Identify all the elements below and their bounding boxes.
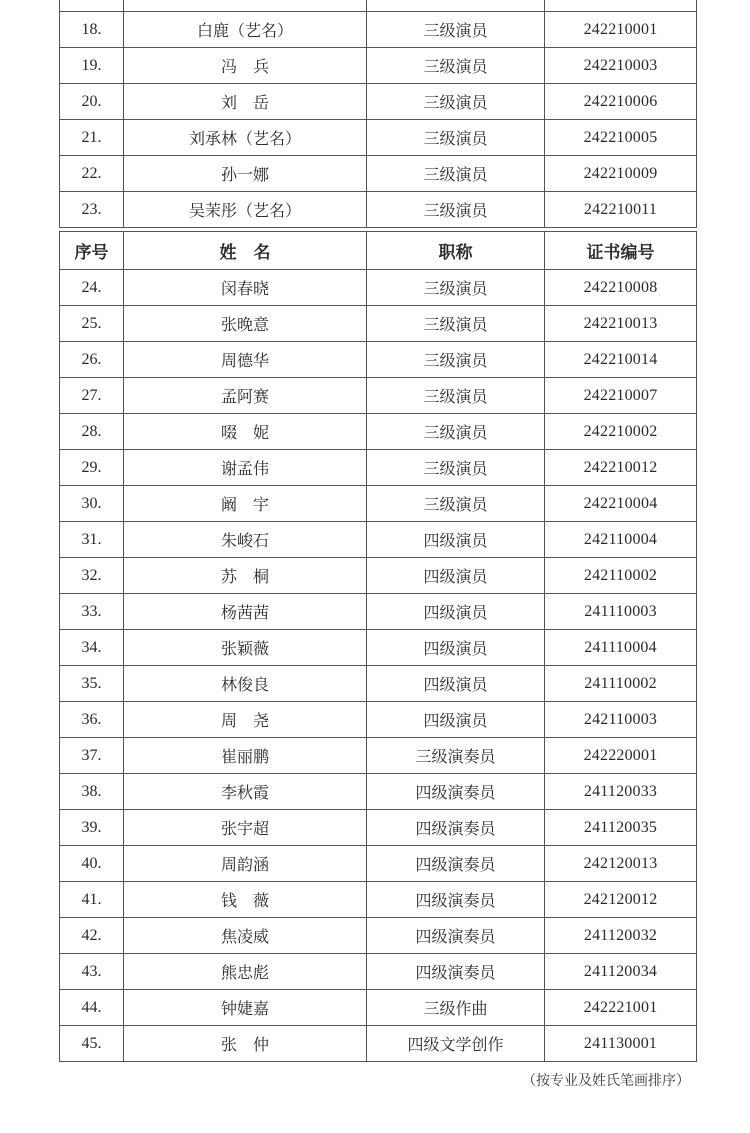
row-cert: 242210008 — [545, 270, 697, 306]
row-seq: 32. — [60, 558, 124, 594]
row-name: 刘承林（艺名） — [124, 120, 367, 156]
table-row — [60, 1026, 697, 1062]
row-title: 四级演员 — [367, 630, 545, 666]
table-row — [60, 558, 697, 594]
row-cert: 242221001 — [545, 990, 697, 1026]
row-title: 三级演员 — [367, 84, 545, 120]
row-seq: 33. — [60, 594, 124, 630]
row-name: 林俊良 — [124, 666, 367, 702]
row-cert: 241130001 — [545, 1026, 697, 1062]
header-row — [60, 232, 697, 270]
row-cert: 241120032 — [545, 918, 697, 954]
row-seq: 39. — [60, 810, 124, 846]
table-row — [60, 414, 697, 450]
row-title: 三级演员 — [367, 120, 545, 156]
row-seq: 36. — [60, 702, 124, 738]
row-title: 三级演员 — [367, 156, 545, 192]
row-title: 三级作曲 — [367, 990, 545, 1026]
table-row — [60, 594, 697, 630]
row-name: 啜 妮 — [124, 414, 367, 450]
row-seq: 23. — [60, 192, 124, 228]
row-seq: 45. — [60, 1026, 124, 1062]
row-name: 阚 宇 — [124, 486, 367, 522]
row-name: 吴茉彤（艺名） — [124, 192, 367, 228]
row-seq: 37. — [60, 738, 124, 774]
row-name: 孙一娜 — [124, 156, 367, 192]
row-title: 三级演员 — [367, 342, 545, 378]
roster-table-continued-body — [60, 0, 697, 228]
row-cert: 242110003 — [545, 702, 697, 738]
row-name: 张宇超 — [124, 810, 367, 846]
row-title: 四级演奏员 — [367, 918, 545, 954]
row-title: 三级演员 — [367, 270, 545, 306]
row-title: 三级演员 — [367, 306, 545, 342]
row-cert: 241110004 — [545, 630, 697, 666]
table-row — [60, 702, 697, 738]
row-cert: 241120035 — [545, 810, 697, 846]
row-name: 周 尧 — [124, 702, 367, 738]
row-name: 张颖薇 — [124, 630, 367, 666]
header-name: 姓 名 — [124, 232, 367, 270]
row-cut-title — [367, 0, 545, 12]
row-title: 三级演员 — [367, 414, 545, 450]
row-name: 周德华 — [124, 342, 367, 378]
row-name: 刘 岳 — [124, 84, 367, 120]
row-name: 钱 薇 — [124, 882, 367, 918]
table-row — [60, 522, 697, 558]
row-cert: 242210011 — [545, 192, 697, 228]
row-cert: 241120034 — [545, 954, 697, 990]
roster-table — [59, 231, 697, 1062]
row-seq: 31. — [60, 522, 124, 558]
row-title: 四级演员 — [367, 594, 545, 630]
row-cert: 241110002 — [545, 666, 697, 702]
table-row — [60, 156, 697, 192]
row-seq: 29. — [60, 450, 124, 486]
row-title: 三级演员 — [367, 450, 545, 486]
row-name: 苏 桐 — [124, 558, 367, 594]
row-cert: 242210001 — [545, 12, 697, 48]
row-seq: 44. — [60, 990, 124, 1026]
header-cert: 证书编号 — [545, 232, 697, 270]
row-cert: 242210009 — [545, 156, 697, 192]
row-name: 崔丽鹏 — [124, 738, 367, 774]
table-row — [60, 774, 697, 810]
row-name: 孟阿赛 — [124, 378, 367, 414]
row-name: 白鹿（艺名） — [124, 12, 367, 48]
roster-table-body — [60, 270, 697, 1062]
row-name: 杨茜茜 — [124, 594, 367, 630]
header-title: 职称 — [367, 232, 545, 270]
sort-note: （按专业及姓氏笔画排序） — [522, 1073, 690, 1089]
row-seq: 30. — [60, 486, 124, 522]
row-title: 四级演奏员 — [367, 846, 545, 882]
row-seq: 19. — [60, 48, 124, 84]
row-cert: 242210013 — [545, 306, 697, 342]
table-row-cut — [60, 0, 697, 12]
row-cert: 241110003 — [545, 594, 697, 630]
row-seq: 40. — [60, 846, 124, 882]
row-title: 四级文学创作 — [367, 1026, 545, 1062]
row-title: 四级演员 — [367, 522, 545, 558]
row-cert: 242210007 — [545, 378, 697, 414]
table-row — [60, 810, 697, 846]
row-title: 四级演员 — [367, 666, 545, 702]
row-seq: 41. — [60, 882, 124, 918]
table-row — [60, 12, 697, 48]
row-cert: 242120012 — [545, 882, 697, 918]
table-row — [60, 270, 697, 306]
row-name: 张晚意 — [124, 306, 367, 342]
table-row — [60, 120, 697, 156]
row-seq: 28. — [60, 414, 124, 450]
row-cert: 241120033 — [545, 774, 697, 810]
roster-table-continued — [59, 0, 697, 228]
row-cert: 242220001 — [545, 738, 697, 774]
table-row — [60, 378, 697, 414]
table-row — [60, 990, 697, 1026]
row-seq: 35. — [60, 666, 124, 702]
row-title: 三级演奏员 — [367, 738, 545, 774]
row-name: 朱峻石 — [124, 522, 367, 558]
table-row — [60, 846, 697, 882]
row-title: 四级演员 — [367, 702, 545, 738]
row-cut-name — [124, 0, 367, 12]
row-cert: 242110004 — [545, 522, 697, 558]
row-seq: 27. — [60, 378, 124, 414]
row-seq: 18. — [60, 12, 124, 48]
row-seq: 22. — [60, 156, 124, 192]
row-title: 四级演奏员 — [367, 954, 545, 990]
row-seq: 38. — [60, 774, 124, 810]
row-seq: 43. — [60, 954, 124, 990]
row-cert: 242210012 — [545, 450, 697, 486]
row-title: 三级演员 — [367, 486, 545, 522]
row-cert: 242210014 — [545, 342, 697, 378]
row-seq: 34. — [60, 630, 124, 666]
row-name: 钟婕嘉 — [124, 990, 367, 1026]
row-seq: 21. — [60, 120, 124, 156]
table-row — [60, 192, 697, 228]
row-title: 四级演奏员 — [367, 882, 545, 918]
row-name: 焦凌威 — [124, 918, 367, 954]
table-row — [60, 84, 697, 120]
row-seq: 26. — [60, 342, 124, 378]
row-title: 四级演员 — [367, 558, 545, 594]
table-row — [60, 342, 697, 378]
table-row — [60, 48, 697, 84]
row-cut-seq: 17. — [60, 0, 124, 12]
row-title: 三级演员 — [367, 12, 545, 48]
row-cert: 242120013 — [545, 846, 697, 882]
table-row — [60, 954, 697, 990]
row-cert: 242210005 — [545, 120, 697, 156]
header-seq: 序号 — [60, 232, 124, 270]
row-name: 谢孟伟 — [124, 450, 367, 486]
row-cert: 242210002 — [545, 414, 697, 450]
row-title: 三级演员 — [367, 192, 545, 228]
row-cert: 242110002 — [545, 558, 697, 594]
row-title: 三级演员 — [367, 48, 545, 84]
row-cert: 242210004 — [545, 486, 697, 522]
row-name: 张 仲 — [124, 1026, 367, 1062]
table-row — [60, 666, 697, 702]
row-seq: 20. — [60, 84, 124, 120]
row-seq: 24. — [60, 270, 124, 306]
row-name: 周韵涵 — [124, 846, 367, 882]
row-cert: 242210003 — [545, 48, 697, 84]
table-row — [60, 738, 697, 774]
row-seq: 42. — [60, 918, 124, 954]
row-name: 闵春晓 — [124, 270, 367, 306]
row-title: 四级演奏员 — [367, 810, 545, 846]
row-seq: 25. — [60, 306, 124, 342]
table-row — [60, 882, 697, 918]
row-title: 三级演员 — [367, 378, 545, 414]
row-name: 熊忠彪 — [124, 954, 367, 990]
row-name: 冯 兵 — [124, 48, 367, 84]
row-name: 李秋霞 — [124, 774, 367, 810]
table-row — [60, 306, 697, 342]
table-row — [60, 918, 697, 954]
row-cut-cert — [545, 0, 697, 12]
table-row — [60, 486, 697, 522]
table-row — [60, 450, 697, 486]
table-row — [60, 630, 697, 666]
row-title: 四级演奏员 — [367, 774, 545, 810]
row-cert: 242210006 — [545, 84, 697, 120]
